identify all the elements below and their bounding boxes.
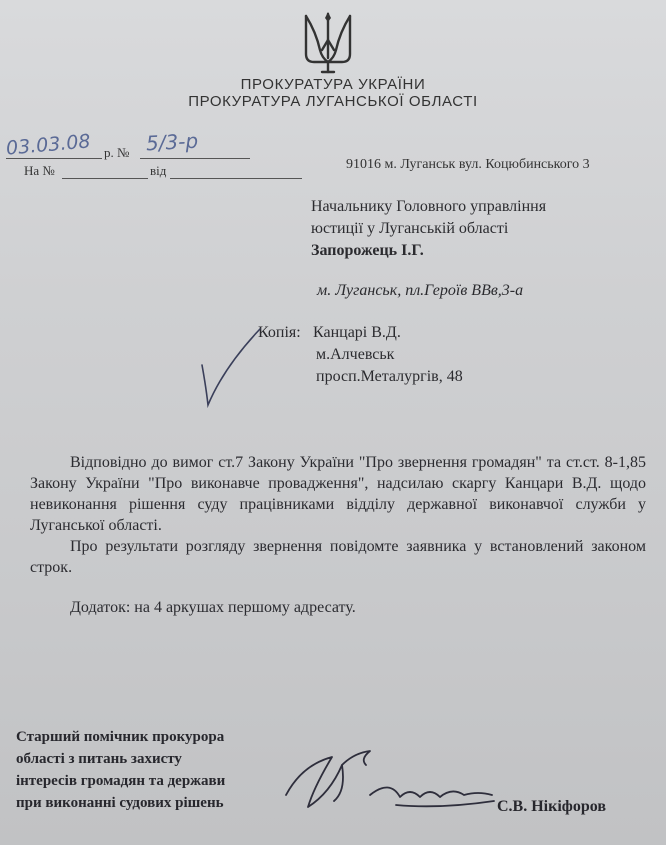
handwritten-number: 5/3-р <box>145 128 199 156</box>
signer-name: С.В. Нікіфоров <box>497 798 606 815</box>
attachment-note: Додаток: на 4 аркушах першому адресату. <box>70 599 356 616</box>
org-line-luhansk: ПРОКУРАТУРА ЛУГАНСЬКОЇ ОБЛАСТІ <box>188 93 478 110</box>
reference-date-underline <box>170 178 302 179</box>
copy-label: Копія: <box>258 324 301 341</box>
signer-title-line-2: області з питань захисту <box>16 751 182 767</box>
number-underline <box>140 158 250 159</box>
copy-name: Канцарі В.Д. <box>313 324 401 341</box>
body-paragraph-2: Про результати розгляду звернення повідомте заявника у встановлений законом строк. <box>30 538 646 576</box>
date-underline <box>6 158 102 159</box>
reference-underline <box>62 178 148 179</box>
handwritten-signature-icon <box>280 735 510 825</box>
checkmark-icon <box>196 325 266 410</box>
reference-label: На № <box>24 163 55 178</box>
recipient-line-1: Начальнику Головного управління <box>311 198 547 215</box>
body-paragraph-1: Відповідно до вимог ст.7 Закону України "Про звернення громадян" та ст.ст. 8-1,85 Закону України "Про виконавче провадження", надсилаю скаргу Канцари В.Д. щодо невиконання рішення суду працівниками відділу державної виконавчої служби у Луганської області. <box>30 454 646 534</box>
number-label: р. № <box>104 145 130 160</box>
org-line-ukraine: ПРОКУРАТУРА УКРАЇНИ <box>240 76 426 93</box>
signer-title-line-3: інтересів громадян та держави <box>16 773 226 789</box>
recipient-line-2: юстиції у Луганській області <box>311 220 509 237</box>
copy-city: м.Алчевськ <box>316 346 395 363</box>
handwritten-date: 03.03.08 <box>5 130 92 160</box>
signer-title-line-1: Старший помічник прокурора <box>16 729 225 745</box>
recipient-address: м. Луганськ, пл.Героїв ВВв,3-а <box>317 282 524 299</box>
signer-title-line-4: при виконанні судових рішень <box>16 795 224 811</box>
office-address: 91016 м. Луганськ вул. Коцюбинського 3 <box>346 157 590 172</box>
reference-date-label: від <box>150 163 167 178</box>
trident-emblem-icon <box>302 10 354 76</box>
recipient-name: Запорожець І.Г. <box>311 242 424 259</box>
copy-street: просп.Металургів, 48 <box>316 368 463 385</box>
